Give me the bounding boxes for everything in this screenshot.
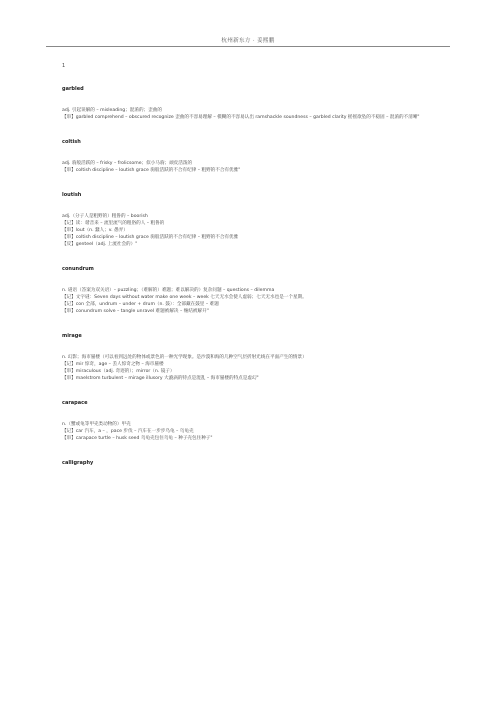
entry-headword: coltish: [62, 139, 81, 145]
entry-line: 【串】maelstrom turbulent – mirage illusory 大漩涡的特点是混乱 – 海市蜃楼的特点是虚幻": [62, 376, 259, 381]
entry-line: 【反】genteel（adj. 上流社会的）": [62, 242, 138, 247]
entry-line: 【串】conundrum solve – tangle unravel 难题被解决 – 缠结被解开": [62, 309, 209, 314]
entry-line: adj. 驹般活跃的 – frisky – frolicsome；似小马驹；顽皮活泼的: [62, 161, 193, 166]
entry-line: 【串】garbled comprehend – obscured recognize 歪曲的不容易理解 – 模糊的不容易认出 ramshackle soundness – garbled clarity 摇摇欲坠的不稳固 – 混淆的不清晰": [62, 115, 420, 120]
entry-line: adj. 引起误解的 – misleading；混淆的；歪曲的: [62, 108, 162, 113]
entry-line: 【串】coltish discipline – loutish grace 驹般活跃的不合有纪律 – 粗野的不合有优雅: [62, 235, 239, 240]
entry-line: 【串】coltish discipline – loutish grace 驹般活跃的不合有纪律 – 粗野的不合有优雅": [62, 168, 241, 173]
entry-headword: mirage: [62, 333, 82, 339]
entry-headword: carapace: [62, 400, 88, 406]
entry-number: 1: [62, 63, 66, 69]
entry-headword: conundrum: [62, 266, 94, 272]
entry-conundrum: [62, 266, 452, 315]
entry-line: 【记】car 汽车，a – ，pace 步伐 – 汽车在一步步乌龟 – 乌龟壳: [62, 429, 194, 434]
entry-line: 【串】carapace turtle – husk seed 乌龟壳包住乌龟 – 种子壳包住种子": [62, 436, 213, 441]
entry-line: 【串】miraculous（adj. 奇迹的）；mirror（n. 镜子）: [62, 369, 175, 374]
document-content: [62, 58, 452, 481]
entry-coltish: [62, 139, 452, 174]
entry-loutish: [62, 192, 452, 248]
entry-line: 【记】读：谐音来 – 流里流气的粗俗的人 – 粗鲁的: [62, 221, 165, 226]
entry-carapace: [62, 400, 452, 442]
page-header: 杭州新东方 · 姜熙鹏: [221, 38, 275, 44]
entry-line: 【记】con 全部，undrum – under + drum（n. 鼓）：全部藏在鼓里 – 难题: [62, 302, 219, 307]
entry-headword: loutish: [62, 192, 82, 198]
entry-line: 【串】lout（n. 蠢人；v. 愚弄）: [62, 228, 128, 233]
entry-line: adj.（分子人是粗野的）粗鲁的 – boorish: [62, 214, 148, 219]
entry-headword: calligraphy: [62, 460, 94, 466]
entry-mirage: [62, 333, 452, 382]
entry-calligraphy: [62, 460, 452, 467]
entry-line: n. 幻影；海市蜃楼（可以看到远处的物体或景色的一种光学现象。是沙漠和海的几种空气层折射光线在平面产生的情景）: [62, 355, 307, 360]
entry-headword: garbled: [62, 86, 84, 92]
entry-line: n.（蟹或龟等甲壳类动物的）甲壳: [62, 422, 131, 427]
entry-line: 【记】mir 惊奇，age – 丢人惊奇之物 – 海市蜃楼: [62, 362, 164, 367]
entry-line: 【记】文字谜：Seven days without water make one week – week 七天无水会使人虚弱；七天无水也是一个星期。: [62, 295, 307, 300]
header-rule: [46, 46, 450, 47]
entry-garbled: [62, 86, 452, 121]
entry-line: n. 谜语（答案为双关语）– puzzling；（难解的）难题；难以解决的）复杂问题 – questions – dilemma: [62, 288, 275, 293]
